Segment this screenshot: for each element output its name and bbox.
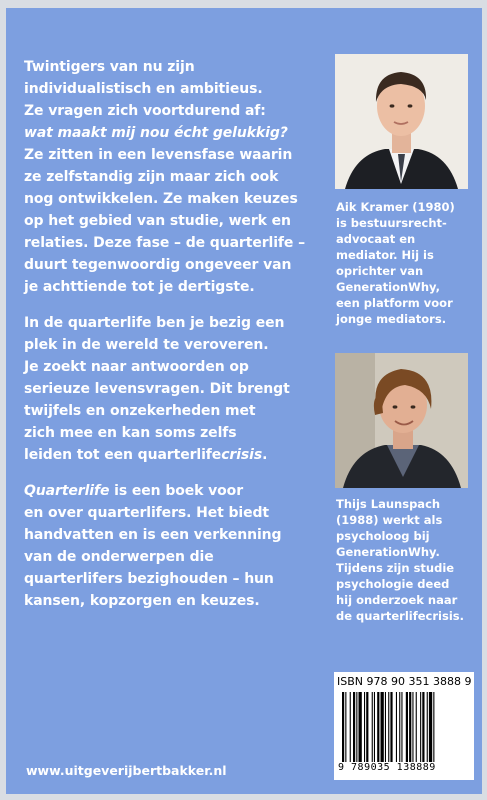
book-title-italic: Quarterlife [24,483,110,499]
blurb-line: kansen, kopzorgen en keuzes. [24,593,260,609]
author-photo-thijs-launspach [335,353,468,488]
blurb-line: ze zelfstandig zijn maar zich ook [24,169,279,185]
book-back-cover [6,8,482,794]
bio-line: Aik Kramer (1980) [336,200,455,214]
blurb-question: wat maakt mij nou écht gelukkig? [24,125,288,141]
bio-line: een platform voor [336,296,453,310]
author-photo-aik-kramer [335,54,468,189]
blurb-line: op het gebied van studie, werk en [24,213,291,229]
bio-line: (1988) werkt als [336,513,443,527]
blurb-text: is een boek voor [109,483,244,499]
bio-line: jonge mediators. [336,312,447,326]
isbn-label: ISBN 978 90 351 3888 9 [337,675,472,688]
blurb-line: nog ontwikkelen. Ze maken keuzes [24,191,298,207]
blurb-line: handvatten en is een verkenning [24,527,282,543]
blurb-line: serieuze levensvragen. Dit brengt [24,381,290,397]
bio-line: psycholoog bij [336,529,430,543]
blurb-line [24,444,324,466]
isbn-digits: 9 789035 138889 [338,762,436,773]
bio-line: hij onderzoek naar [336,593,458,607]
bio-line: GenerationWhy. [336,545,440,559]
blurb-line: relaties. Deze fase – de quarterlife – [24,235,305,251]
bio-line: psychologie deed [336,577,450,591]
bio-line: Thijs Launspach [336,497,441,511]
blurb-paragraph-2 [24,312,324,466]
blurb-text: leiden tot een quarterlife [24,447,222,463]
bio-line: is bestuursrecht- [336,216,447,230]
blurb-paragraph-1 [24,56,324,298]
blurb-paragraph-3 [24,480,324,612]
barcode-icon [342,692,466,762]
bio-line: de quarterlifecrisis. [336,609,464,623]
author-bio-aik-kramer [336,199,486,327]
blurb-line: zich mee en kan soms zelfs [24,425,237,441]
blurb-line: quarterlifers bezighouden – hun [24,571,274,587]
blurb-line: Twintigers van nu zijn [24,59,195,75]
bio-line: advocaat en [336,232,416,246]
blurb-line: duurt tegenwoordig ongeveer van [24,257,292,273]
bio-line: GenerationWhy, [336,280,441,294]
isbn-barcode [334,672,474,780]
blurb-line: Je zoekt naar antwoorden op [24,359,249,375]
blurb-italic-word: crisis [221,447,263,463]
blurb-line: plek in de wereld te veroveren. [24,337,269,353]
blurb-line: Ze zitten in een levensfase waarin [24,147,293,163]
bio-line: mediator. Hij is [336,248,434,262]
blurb-text: . [262,447,268,463]
blurb-line: In de quarterlife ben je bezig een [24,315,285,331]
author-bio-thijs-launspach [336,496,486,624]
portrait-icon [335,353,468,488]
blurb-line: en over quarterlifers. Het biedt [24,505,270,521]
bio-line: Tijdens zijn studie [336,561,455,575]
blurb-line: individualistisch en ambitieus. [24,81,263,97]
blurb-line [24,480,324,502]
blurb-line: van de onderwerpen die [24,549,214,565]
blurb-line: je achttiende tot je dertigste. [24,279,255,295]
blurb-line: Ze vragen zich voortdurend af: [24,103,266,119]
publisher-url: www.uitgeverijbertbakker.nl [26,763,227,778]
blurb-line: twijfels en onzekerheden met [24,403,256,419]
portrait-icon [335,54,468,189]
bio-line: oprichter van [336,264,424,278]
blurb [24,56,324,626]
